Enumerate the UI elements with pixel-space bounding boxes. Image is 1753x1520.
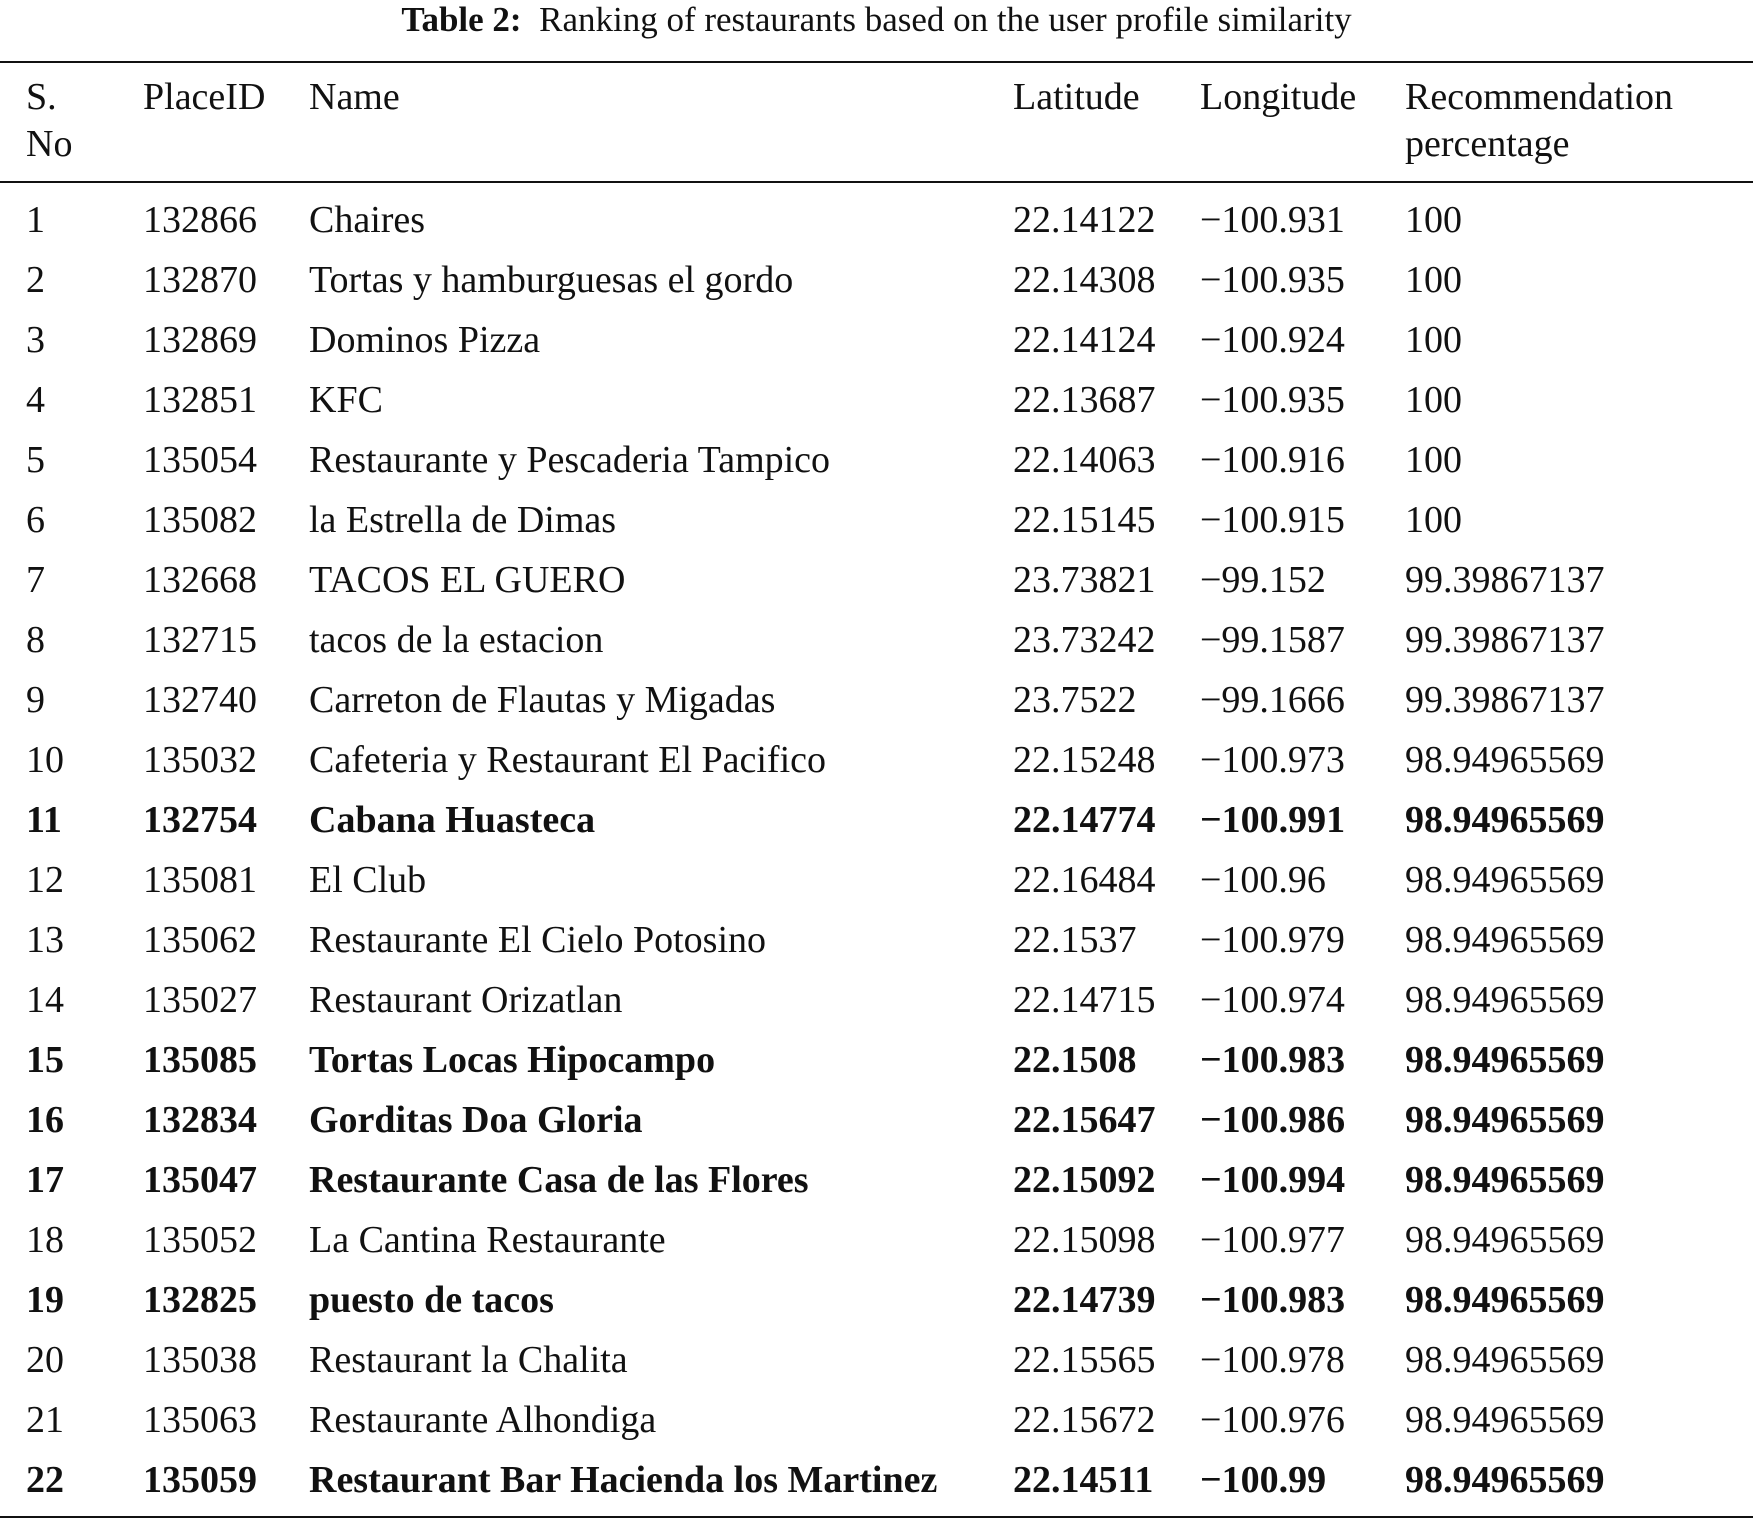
cell-latitude: 22.1508: [1013, 1039, 1137, 1081]
cell-name: la Estrella de Dimas: [309, 499, 617, 541]
cell-place-id: 132834: [143, 1099, 257, 1141]
cell-place-id: 132870: [143, 259, 257, 301]
cell-name: Tortas y hamburguesas el gordo: [309, 259, 794, 301]
cell-name: Cafeteria y Restaurant El Pacifico: [309, 739, 827, 781]
cell-name: Restaurant la Chalita: [309, 1339, 628, 1381]
cell-sno: 5: [26, 439, 45, 481]
table-body: [0, 190, 1753, 1510]
table-row: [0, 430, 1753, 490]
cell-place-id: 132825: [143, 1279, 257, 1321]
table-row: [0, 1210, 1753, 1270]
cell-name: puesto de tacos: [309, 1279, 554, 1321]
table-row: [0, 1270, 1753, 1330]
cell-name: Restaurante El Cielo Potosino: [309, 919, 767, 961]
cell-latitude: 22.1537: [1013, 919, 1137, 961]
cell-name: Carreton de Flautas y Migadas: [309, 679, 776, 721]
cell-longitude: −100.96: [1200, 859, 1326, 901]
cell-sno: 18: [26, 1219, 64, 1261]
cell-longitude: −100.977: [1200, 1219, 1345, 1261]
cell-recommendation: 98.94965569: [1405, 859, 1605, 901]
table-row: [0, 1150, 1753, 1210]
table-row: [0, 1330, 1753, 1390]
header-name: Name: [309, 76, 400, 118]
cell-longitude: −100.979: [1200, 919, 1345, 961]
cell-recommendation: 98.94965569: [1405, 919, 1605, 961]
table-row: [0, 790, 1753, 850]
cell-latitude: 22.14774: [1013, 799, 1156, 841]
table-caption-text: Ranking of restaurants based on the user profile similarity: [539, 0, 1352, 39]
table-row: [0, 550, 1753, 610]
cell-longitude: −99.1666: [1200, 679, 1345, 721]
cell-sno: 14: [26, 979, 64, 1021]
cell-latitude: 22.15248: [1013, 739, 1156, 781]
cell-longitude: −100.986: [1200, 1099, 1346, 1141]
header-place-id: PlaceID: [143, 76, 266, 118]
cell-sno: 1: [26, 199, 45, 241]
cell-place-id: 135082: [143, 499, 257, 541]
cell-longitude: −100.991: [1200, 799, 1346, 841]
cell-place-id: 135038: [143, 1339, 257, 1381]
cell-name: TACOS EL GUERO: [309, 559, 626, 601]
cell-latitude: 22.14739: [1013, 1279, 1156, 1321]
table-row: [0, 1450, 1753, 1510]
header-recommendation-line2: percentage: [1405, 123, 1570, 165]
cell-recommendation: 98.94965569: [1405, 1279, 1605, 1321]
cell-place-id: 132740: [143, 679, 257, 721]
cell-name: tacos de la estacion: [309, 619, 604, 661]
cell-recommendation: 98.94965569: [1405, 1099, 1605, 1141]
cell-longitude: −100.973: [1200, 739, 1345, 781]
table-row: [0, 370, 1753, 430]
cell-place-id: 135027: [143, 979, 257, 1021]
cell-name: Restaurante Casa de las Flores: [309, 1159, 809, 1201]
table-row: [0, 1030, 1753, 1090]
header-sno-line2: No: [26, 123, 73, 165]
table-caption: [0, 0, 1753, 40]
cell-latitude: 22.15672: [1013, 1399, 1156, 1441]
table-row: [0, 970, 1753, 1030]
table-header-rule: [0, 181, 1753, 183]
cell-recommendation: 98.94965569: [1405, 1219, 1605, 1261]
cell-longitude: −99.152: [1200, 559, 1326, 601]
table-bottom-rule: [0, 1516, 1753, 1518]
cell-recommendation: 98.94965569: [1405, 1459, 1605, 1501]
cell-sno: 13: [26, 919, 64, 961]
cell-recommendation: 100: [1405, 379, 1462, 421]
table-header: [0, 74, 1753, 174]
cell-name: Dominos Pizza: [309, 319, 541, 361]
cell-name: El Club: [309, 859, 427, 901]
cell-sno: 6: [26, 499, 45, 541]
cell-place-id: 135059: [143, 1459, 257, 1501]
cell-place-id: 135052: [143, 1219, 257, 1261]
header-recommendation: [1405, 74, 1673, 168]
cell-sno: 15: [26, 1039, 64, 1081]
table-row: [0, 250, 1753, 310]
header-longitude: Longitude: [1200, 76, 1357, 118]
cell-latitude: 22.15092: [1013, 1159, 1156, 1201]
cell-sno: 17: [26, 1159, 64, 1201]
header-recommendation-line1: Recommendation: [1405, 76, 1674, 118]
cell-sno: 7: [26, 559, 45, 601]
table-row: [0, 850, 1753, 910]
cell-sno: 12: [26, 859, 64, 901]
cell-recommendation: 98.94965569: [1405, 799, 1605, 841]
cell-place-id: 135054: [143, 439, 257, 481]
cell-latitude: 22.14124: [1013, 319, 1156, 361]
cell-longitude: −100.916: [1200, 439, 1345, 481]
cell-latitude: 22.14511: [1013, 1459, 1154, 1501]
cell-name: Tortas Locas Hipocampo: [309, 1039, 716, 1081]
cell-name: Restaurante y Pescaderia Tampico: [309, 439, 831, 481]
cell-sno: 10: [26, 739, 64, 781]
cell-name: Restaurante Alhondiga: [309, 1399, 657, 1441]
cell-recommendation: 100: [1405, 319, 1462, 361]
cell-longitude: −100.976: [1200, 1399, 1345, 1441]
cell-latitude: 22.14715: [1013, 979, 1156, 1021]
table-caption-label: Table 2:: [401, 0, 522, 39]
table-row: [0, 1390, 1753, 1450]
cell-sno: 9: [26, 679, 45, 721]
cell-name: Chaires: [309, 199, 426, 241]
cell-latitude: 23.7522: [1013, 679, 1137, 721]
cell-name: Gorditas Doa Gloria: [309, 1099, 643, 1141]
cell-longitude: −100.99: [1200, 1459, 1327, 1501]
cell-latitude: 22.14308: [1013, 259, 1156, 301]
table-row: [0, 670, 1753, 730]
table-row: [0, 730, 1753, 790]
cell-recommendation: 98.94965569: [1405, 739, 1605, 781]
table-row: [0, 610, 1753, 670]
cell-place-id: 135063: [143, 1399, 257, 1441]
cell-sno: 8: [26, 619, 45, 661]
cell-longitude: −100.935: [1200, 379, 1345, 421]
cell-longitude: −100.915: [1200, 499, 1345, 541]
table-row: [0, 1090, 1753, 1150]
cell-longitude: −100.983: [1200, 1039, 1346, 1081]
cell-place-id: 132715: [143, 619, 257, 661]
table-top-rule: [0, 61, 1753, 63]
cell-latitude: 22.16484: [1013, 859, 1156, 901]
cell-longitude: −100.931: [1200, 199, 1345, 241]
cell-place-id: 132754: [143, 799, 257, 841]
table-row: [0, 910, 1753, 970]
cell-place-id: 132869: [143, 319, 257, 361]
cell-latitude: 22.14122: [1013, 199, 1156, 241]
cell-recommendation: 99.39867137: [1405, 619, 1605, 661]
cell-longitude: −100.978: [1200, 1339, 1345, 1381]
cell-latitude: 23.73821: [1013, 559, 1156, 601]
cell-recommendation: 99.39867137: [1405, 559, 1605, 601]
cell-recommendation: 100: [1405, 439, 1462, 481]
cell-place-id: 132851: [143, 379, 257, 421]
cell-recommendation: 98.94965569: [1405, 1339, 1605, 1381]
cell-place-id: 132866: [143, 199, 257, 241]
cell-longitude: −100.935: [1200, 259, 1345, 301]
cell-sno: 4: [26, 379, 45, 421]
cell-place-id: 135085: [143, 1039, 257, 1081]
table-row: [0, 490, 1753, 550]
cell-longitude: −100.924: [1200, 319, 1345, 361]
table-row: [0, 190, 1753, 250]
header-sno-line1: S.: [26, 76, 57, 118]
cell-latitude: 22.13687: [1013, 379, 1156, 421]
cell-name: Cabana Huasteca: [309, 799, 596, 841]
cell-latitude: 22.15565: [1013, 1339, 1156, 1381]
cell-place-id: 132668: [143, 559, 257, 601]
cell-place-id: 135032: [143, 739, 257, 781]
cell-sno: 3: [26, 319, 45, 361]
cell-sno: 20: [26, 1339, 64, 1381]
cell-latitude: 22.15098: [1013, 1219, 1156, 1261]
cell-recommendation: 100: [1405, 199, 1462, 241]
cell-name: Restaurant Orizatlan: [309, 979, 623, 1021]
header-latitude: Latitude: [1013, 76, 1140, 118]
cell-recommendation: 98.94965569: [1405, 1039, 1605, 1081]
cell-recommendation: 98.94965569: [1405, 1399, 1605, 1441]
cell-latitude: 22.15647: [1013, 1099, 1156, 1141]
cell-longitude: −100.983: [1200, 1279, 1346, 1321]
cell-sno: 2: [26, 259, 45, 301]
header-sno: [26, 74, 72, 168]
cell-recommendation: 98.94965569: [1405, 1159, 1605, 1201]
cell-sno: 19: [26, 1279, 64, 1321]
cell-latitude: 22.14063: [1013, 439, 1156, 481]
cell-sno: 16: [26, 1099, 64, 1141]
cell-recommendation: 100: [1405, 499, 1462, 541]
cell-latitude: 23.73242: [1013, 619, 1156, 661]
cell-place-id: 135062: [143, 919, 257, 961]
cell-place-id: 135047: [143, 1159, 257, 1201]
cell-sno: 22: [26, 1459, 64, 1501]
cell-name: La Cantina Restaurante: [309, 1219, 666, 1261]
cell-sno: 11: [26, 799, 62, 841]
cell-name: Restaurant Bar Hacienda los Martinez: [309, 1459, 938, 1501]
cell-sno: 21: [26, 1399, 64, 1441]
cell-longitude: −100.994: [1200, 1159, 1346, 1201]
cell-longitude: −99.1587: [1200, 619, 1345, 661]
cell-longitude: −100.974: [1200, 979, 1345, 1021]
cell-recommendation: 100: [1405, 259, 1462, 301]
table-row: [0, 310, 1753, 370]
cell-recommendation: 99.39867137: [1405, 679, 1605, 721]
cell-recommendation: 98.94965569: [1405, 979, 1605, 1021]
cell-name: KFC: [309, 379, 383, 421]
cell-latitude: 22.15145: [1013, 499, 1156, 541]
cell-place-id: 135081: [143, 859, 257, 901]
